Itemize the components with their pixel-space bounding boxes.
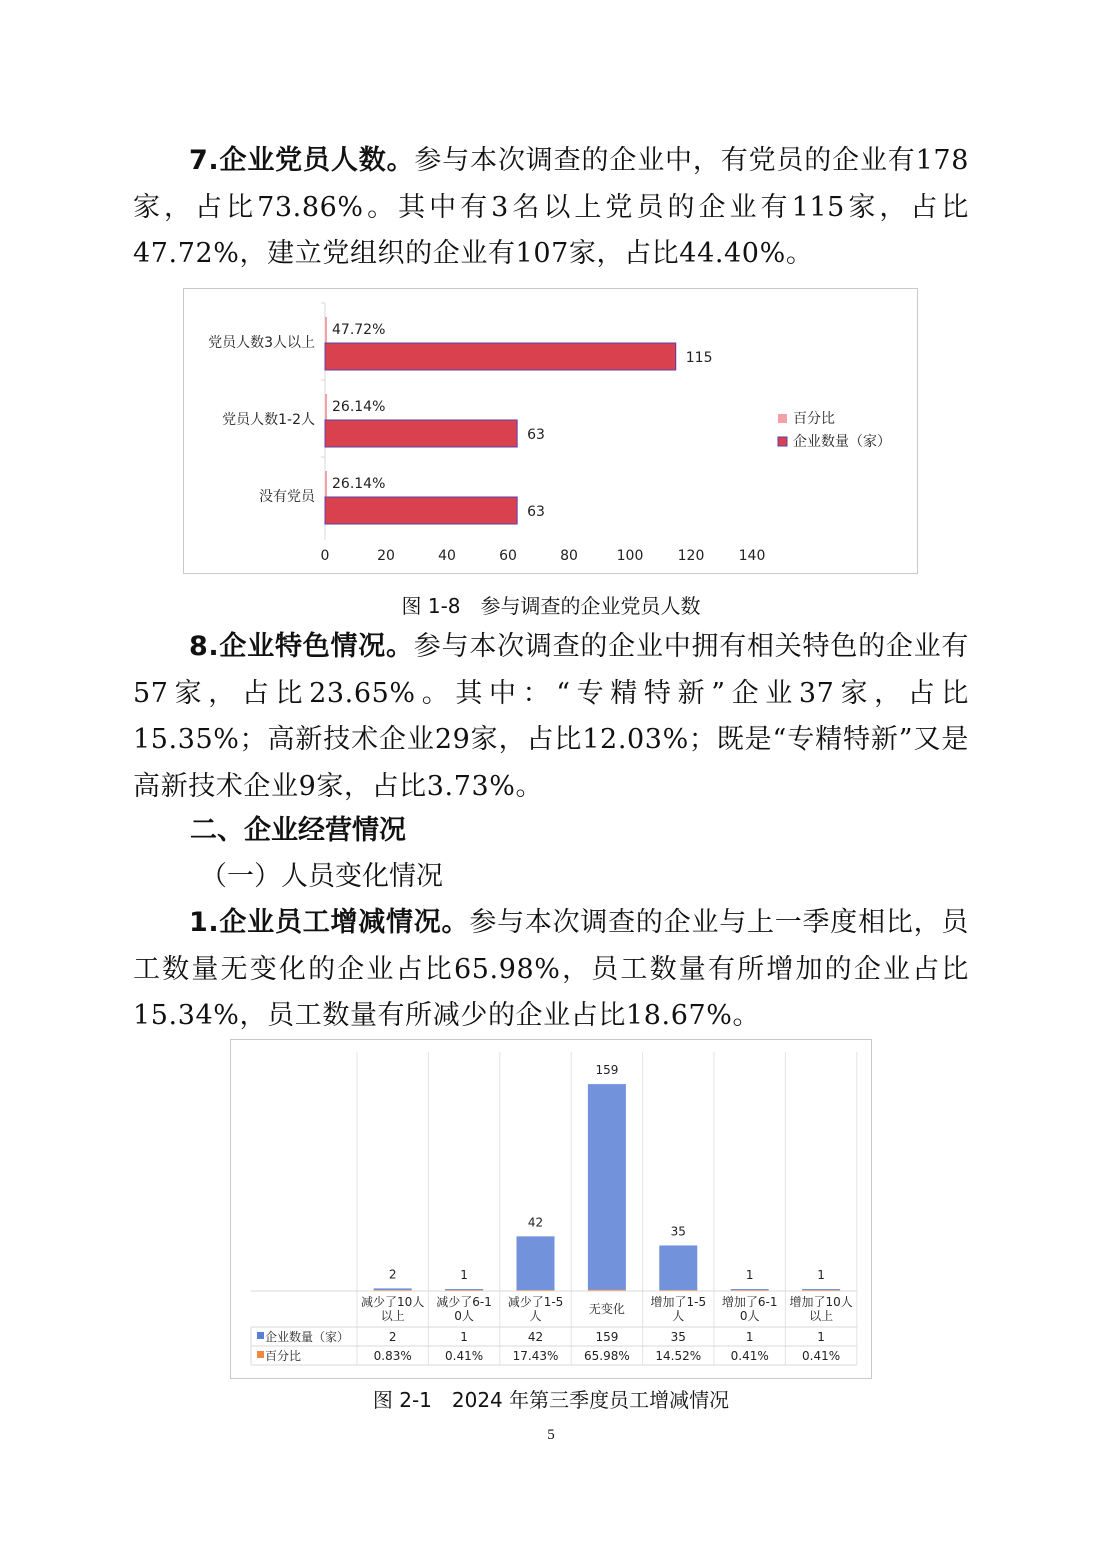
chart2-category-label <box>650 1294 706 1323</box>
chart2-legend-swatch-percent <box>257 1351 264 1358</box>
chart2-count-bar <box>588 1084 626 1291</box>
chart1-count-bar <box>325 343 676 370</box>
chart1-x-tick-label: 0 <box>320 548 330 564</box>
chart2-category-label-line: 增加了10人 <box>789 1295 853 1309</box>
chart2-count-label: 1 <box>745 1268 754 1282</box>
chart2-category-label <box>589 1301 625 1316</box>
chart2-category-label-line: 增加了1-5 <box>650 1295 707 1309</box>
chart2-table-percent: 0.83% <box>373 1349 412 1363</box>
chart1-x-tick-label: 120 <box>677 548 705 564</box>
chart2-category-label <box>722 1294 778 1323</box>
chart2-category-label <box>361 1294 424 1323</box>
section-7-body: 参与本次调查的企业中，有党员的企业有178家，占比73.86%。其中有3名以上党员的企业有115家，占比47.72%，建立党组织的企业有107家，占比44.40%。 <box>133 145 969 269</box>
chart1-percent-bar <box>325 317 327 343</box>
chart2-table-count: 42 <box>527 1330 544 1344</box>
chart2-category-label <box>508 1294 564 1323</box>
chart1-count-bar <box>325 420 517 447</box>
chart1-count-label: 115 <box>685 350 713 366</box>
chart1-legend-swatch-count <box>778 437 787 446</box>
chart2-category-label-line: 0人 <box>454 1309 474 1323</box>
chart-staff-change-svg <box>231 1040 871 1378</box>
chart-party-members-svg <box>184 289 917 573</box>
section-1-paragraph <box>133 900 969 1040</box>
chart1-category-label: 没有党员 <box>259 489 315 505</box>
chart2-category-label-line: 无变化 <box>588 1302 625 1316</box>
chart2-category-label-line: 减少了1-5 <box>507 1295 564 1309</box>
chart2-count-label: 2 <box>388 1267 397 1282</box>
chart2-count-label: 1 <box>817 1268 825 1282</box>
chart1-legend-count: 企业数量（家） <box>793 434 891 450</box>
chart1-percent-bar <box>325 471 327 497</box>
section-8-paragraph <box>133 624 969 810</box>
chart2-category-label-line: 人 <box>529 1309 542 1323</box>
chart1-percent-label: 26.14% <box>332 399 386 415</box>
chart2-table-percent: 14.52% <box>655 1349 702 1363</box>
chart1-count-label: 63 <box>527 427 545 443</box>
chart2-count-bar <box>517 1236 555 1291</box>
chart2-table-percent: 17.43% <box>512 1349 559 1363</box>
section-1-lead: 1.企业员工增减情况。 <box>189 907 470 938</box>
figure-2-caption: 图 2-1 2024 年第三季度员工增减情况 <box>372 1388 730 1412</box>
chart-staff-change <box>230 1039 872 1379</box>
subsection-heading-staff: （一）人员变化情况 <box>200 861 443 892</box>
chart2-table-percent: 0.41% <box>802 1349 841 1363</box>
chart2-table-percent: 65.98% <box>584 1349 630 1363</box>
chart1-count-label: 63 <box>527 504 545 520</box>
chart1-x-tick-label: 140 <box>738 548 766 564</box>
chart2-count-bar <box>659 1245 697 1291</box>
chart2-category-label-line: 以上 <box>809 1309 834 1323</box>
chart1-count-bar <box>325 497 517 524</box>
chart2-table-row-header-percent: 百分比 <box>265 1349 302 1363</box>
chart2-table-count: 35 <box>670 1330 686 1344</box>
chart1-legend-percent: 百分比 <box>793 411 835 427</box>
chart2-count-label: 1 <box>460 1268 468 1282</box>
section-7-paragraph <box>133 138 969 278</box>
page-number: 5 <box>547 1427 555 1443</box>
chart2-category-label-line: 增加了6-1 <box>721 1295 778 1309</box>
chart2-category-label-line: 0人 <box>739 1309 760 1323</box>
chart1-x-tick-label: 60 <box>499 548 517 564</box>
chart1-category-label: 党员人数3人以上 <box>208 335 315 351</box>
chart2-category-label-line: 以上 <box>380 1309 405 1323</box>
chart2-category-label-line: 人 <box>672 1309 685 1323</box>
chart2-category-label <box>789 1294 852 1323</box>
chart2-legend-swatch-count <box>257 1332 264 1339</box>
chart1-x-tick-label: 20 <box>377 548 395 564</box>
chart1-x-tick-label: 100 <box>616 548 644 564</box>
chart2-table-count: 1 <box>745 1330 754 1344</box>
chart1-percent-bar <box>325 394 327 420</box>
section-8-body: 参与本次调查的企业中拥有相关特色的企业有57家，占比23.65%。其中：“专精特新”企业37家，占比15.35%；高新技术企业29家，占比12.03%；既是“专精特新”又是高新技术企业9家，占比3.73%。 <box>133 631 969 802</box>
chart2-table-row-header-count: 企业数量（家） <box>265 1330 350 1344</box>
chart1-percent-label: 47.72% <box>332 322 386 338</box>
chart-party-members <box>183 288 918 574</box>
chart1-percent-label: 26.14% <box>332 476 386 492</box>
chart2-table-percent: 0.41% <box>730 1349 769 1363</box>
chart2-count-label: 42 <box>527 1215 544 1230</box>
chart2-table-count: 159 <box>595 1330 619 1344</box>
chart1-category-label: 党员人数1-2人 <box>222 412 315 428</box>
chart2-category-label-line: 减少了10人 <box>361 1295 425 1309</box>
section-heading-operations: 二、企业经营情况 <box>190 815 406 846</box>
chart2-category-label-line: 减少了6-1 <box>436 1295 492 1309</box>
figure-1-caption: 图 1-8 参与调查的企业党员人数 <box>401 594 701 618</box>
chart1-x-tick-label: 80 <box>560 548 578 564</box>
chart2-table-percent: 0.41% <box>445 1349 484 1363</box>
section-8-lead: 8.企业特色情况。 <box>189 631 414 662</box>
chart1-x-tick-label: 40 <box>438 548 456 564</box>
section-7-lead: 7.企业党员人数。 <box>189 145 415 176</box>
chart2-category-label <box>436 1294 492 1323</box>
chart2-table-count: 1 <box>817 1330 825 1344</box>
section-1-body: 参与本次调查的企业与上一季度相比，员工数量无变化的企业占比65.98%，员工数量有所增加的企业占比15.34%，员工数量有所减少的企业占比18.67%。 <box>133 907 969 1031</box>
chart2-count-label: 159 <box>595 1063 619 1078</box>
chart2-count-label: 35 <box>670 1224 686 1239</box>
chart1-legend-swatch-percent <box>778 414 787 423</box>
chart2-table-count: 2 <box>388 1330 397 1344</box>
chart2-table-count: 1 <box>460 1330 468 1344</box>
